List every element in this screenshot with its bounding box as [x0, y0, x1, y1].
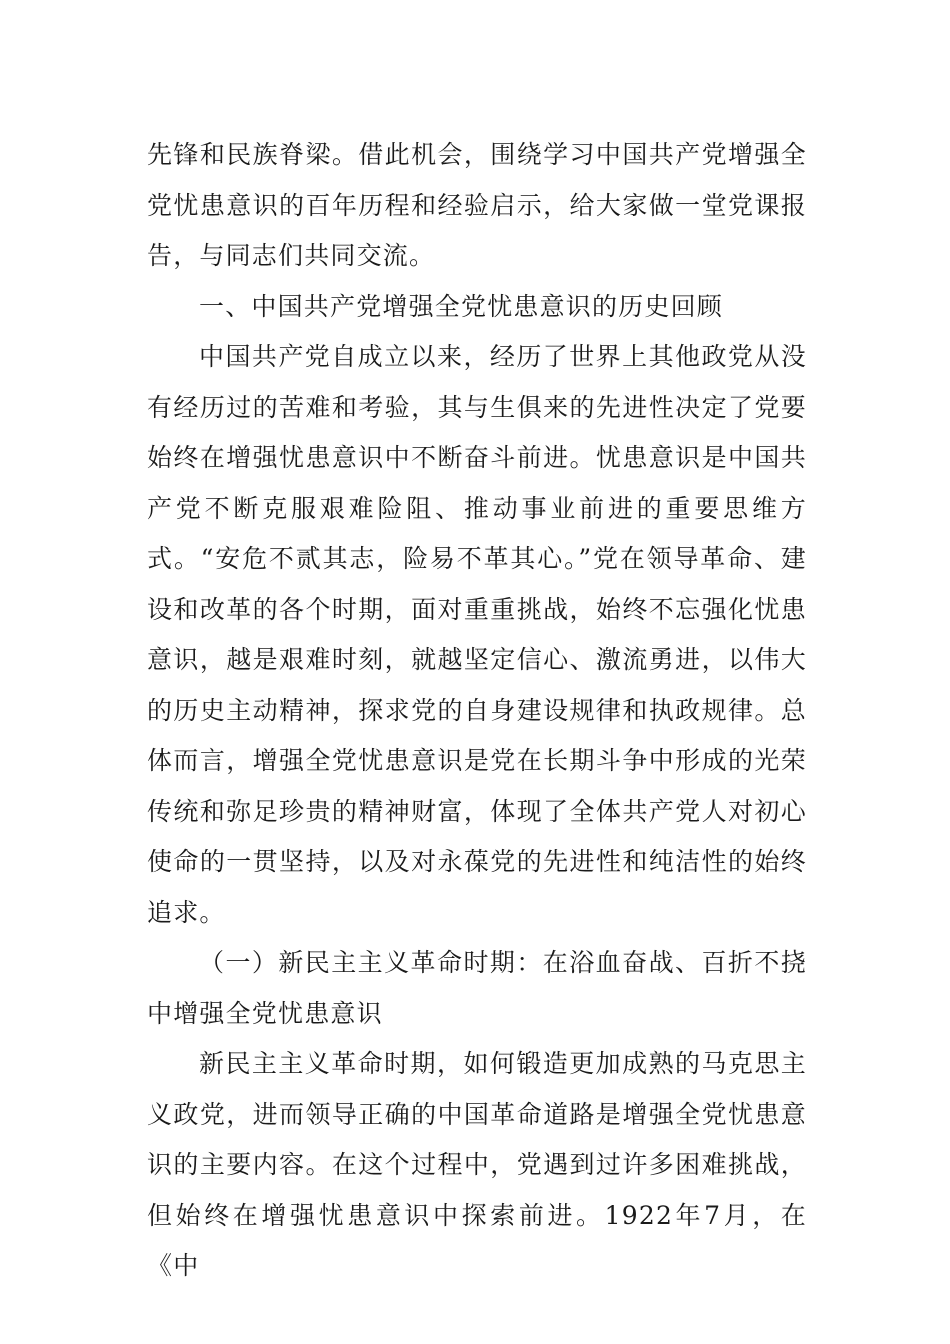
section-heading-history-review: 一、中国共产党增强全党忧患意识的历史回顾 — [199, 291, 724, 321]
document-body — [147, 130, 807, 1292]
paragraph-intro-continuation: 先锋和民族脊梁。借此机会，围绕学习中国共产党增强全党忧患意识的百年历程和经验启示，给大家做一堂党课报告，与同志们共同交流。 — [147, 140, 807, 270]
paragraph-new-democratic-revolution: 新民主主义革命时期，如何锻造更加成熟的马克思主义政党，进而领导正确的中国革命道路是增强全党忧患意识的主要内容。在这个过程中，党遇到过许多困难挑战，但始终在增强忧患意识中探索前进。1922年7月，在《中 — [147, 1049, 807, 1280]
paragraph-history-overview: 中国共产党自成立以来，经历了世界上其他政党从没有经历过的苦难和考验，其与生俱来的先进性决定了党要始终在增强忧患意识中不断奋斗前进。忧患意识是中国共产党不断克服艰难险阻、推动事业前进的重要思维方式。“安危不贰其志，险易不革其心。”党在领导革命、建设和改革的各个时期，面对重重挑战，始终不忘强化忧患意识，越是艰难时刻，就越坚定信心、激流勇进，以伟大的历史主动精神，探求党的自身建设规律和执政规律。总体而言，增强全党忧患意识是党在长期斗争中形成的光荣传统和弥足珍贵的精神财富，体现了全体共产党人对初心使命的一贯坚持，以及对永葆党的先进性和纯洁性的始终追求。 — [147, 342, 807, 927]
subsection-heading-new-democratic-revolution: （一）新民主主义革命时期：在浴血奋战、百折不挠中增强全党忧患意识 — [147, 948, 807, 1028]
